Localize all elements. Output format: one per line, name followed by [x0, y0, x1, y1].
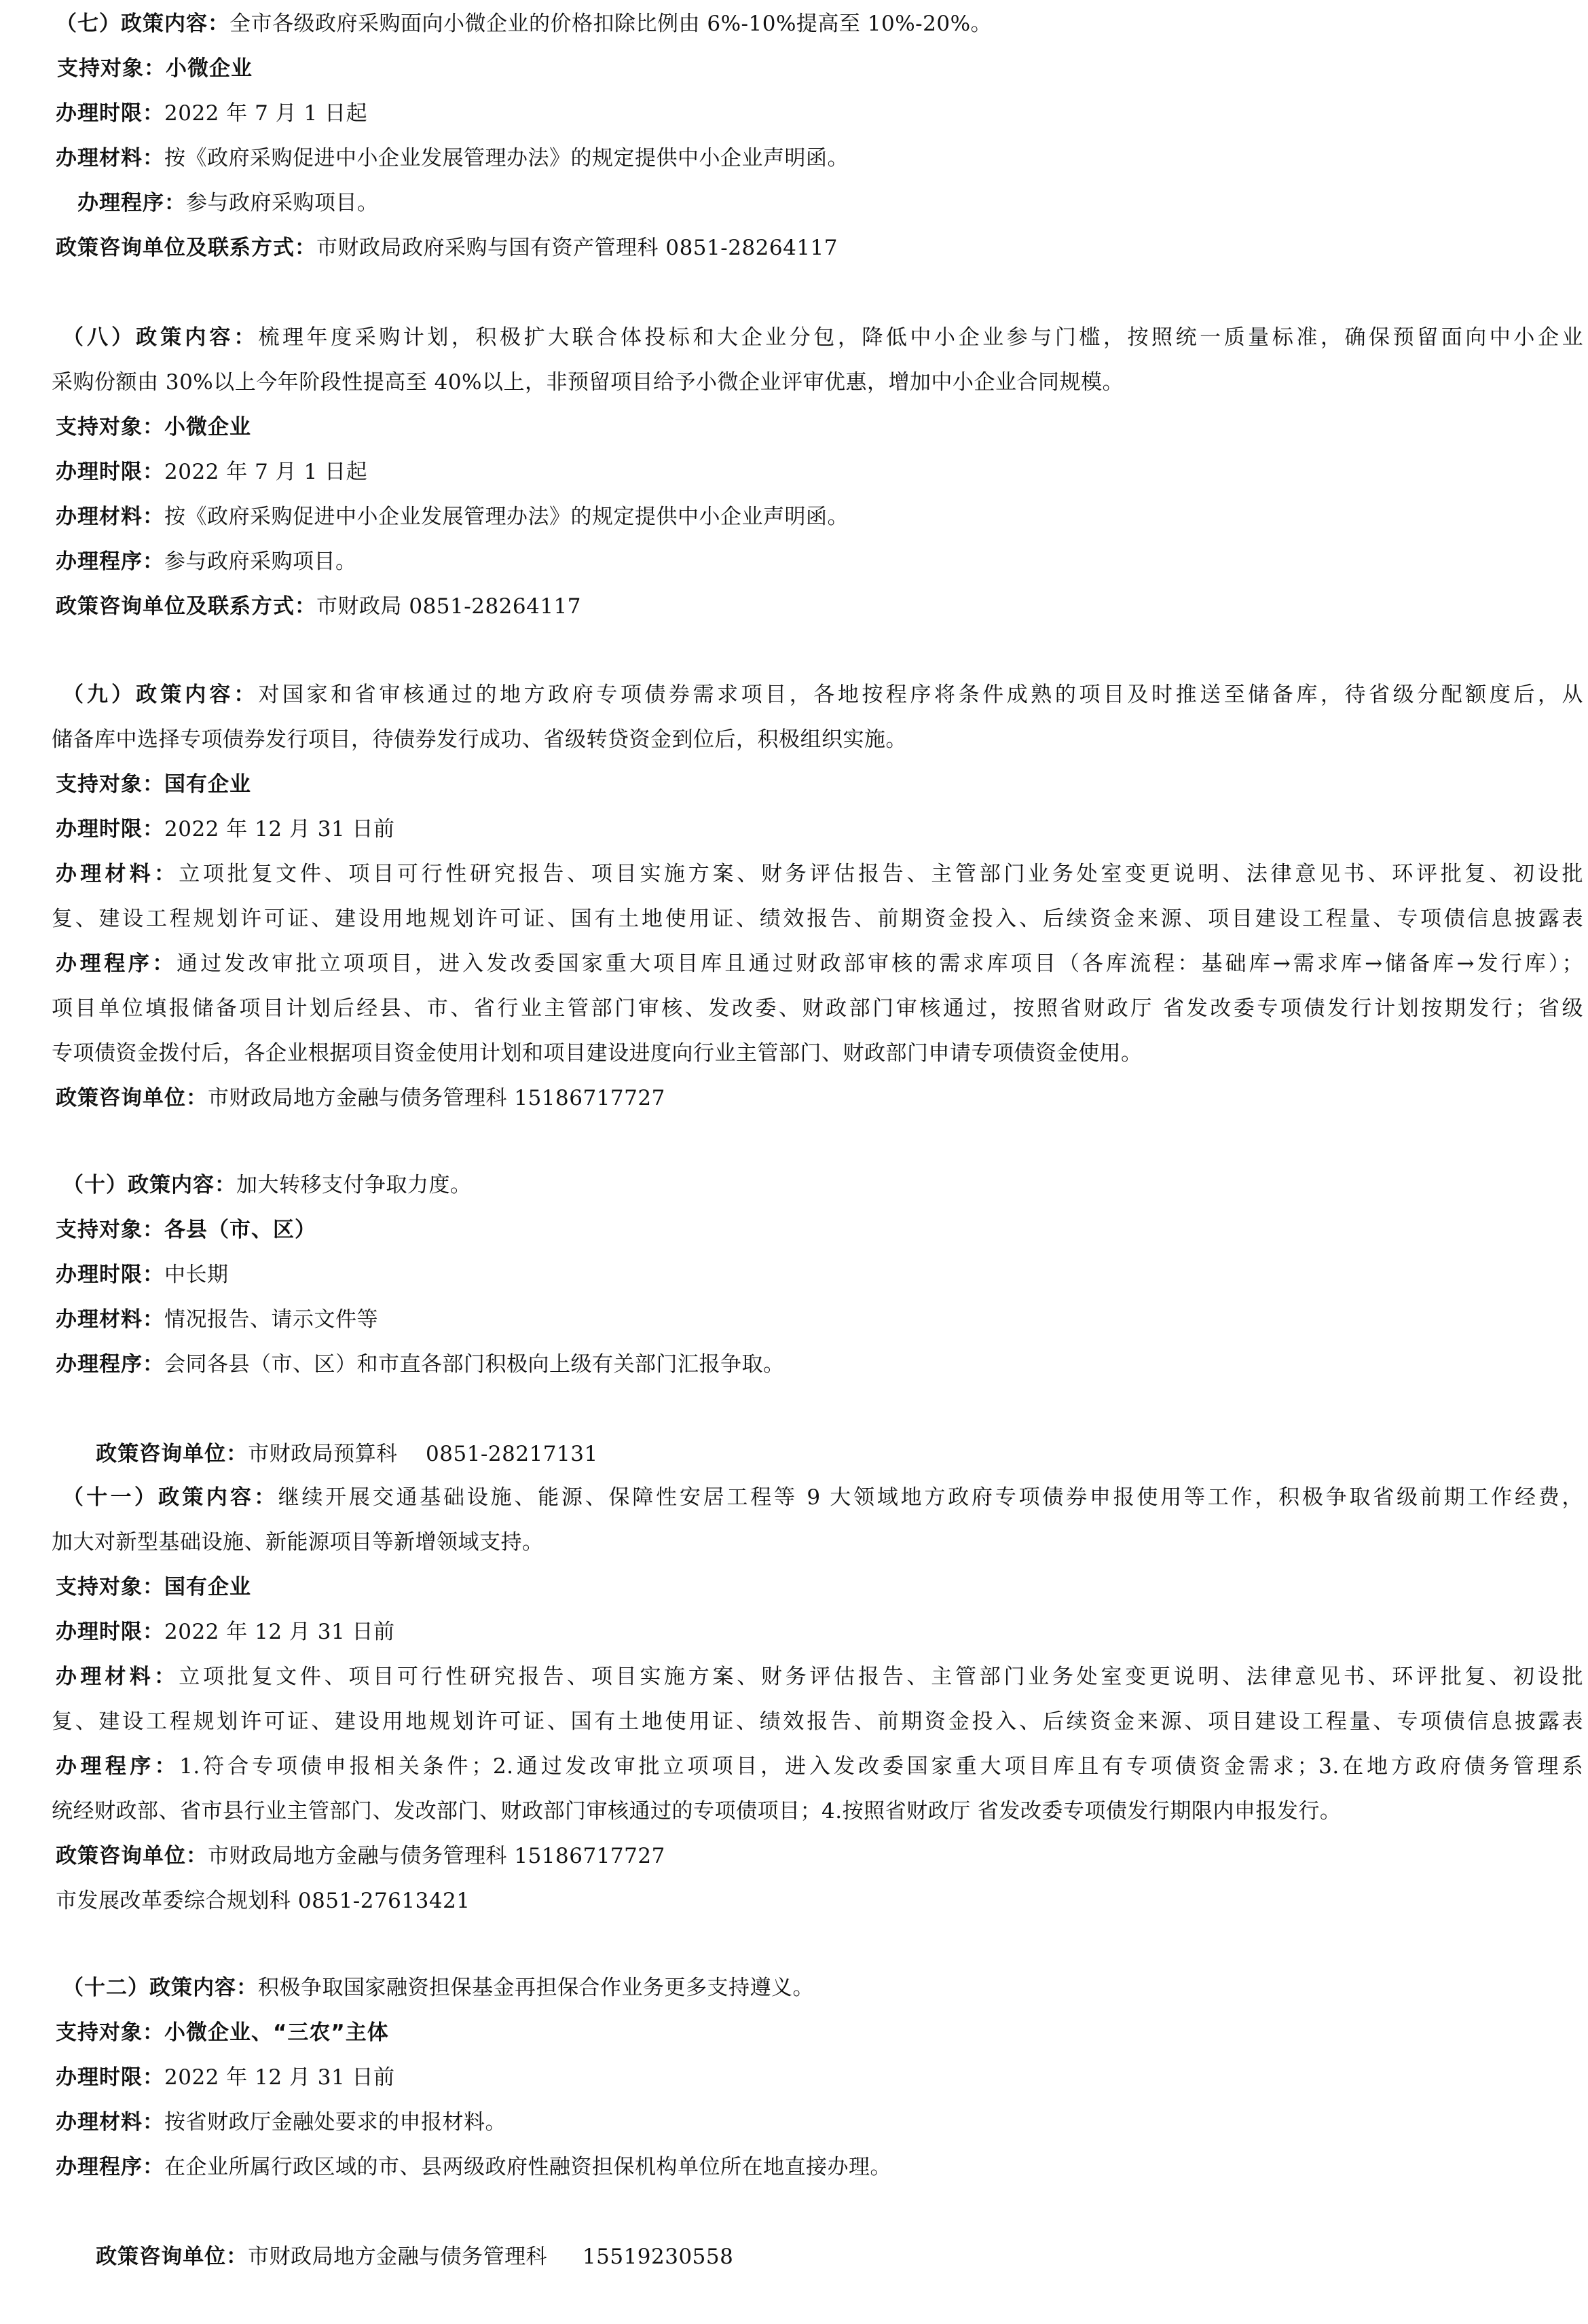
- procedure-line: [56, 1744, 1583, 1789]
- procedure-text: 参与政府采购项目。: [164, 549, 357, 574]
- policy-label: 政策内容：: [121, 12, 229, 36]
- procedure-line: [56, 941, 1583, 986]
- materials-line: [56, 2100, 1583, 2145]
- materials-text: 按《政府采购促进中小企业发展管理办法》的规定提供中小企业声明函。: [164, 146, 849, 170]
- policy-section-10: [56, 1163, 1583, 1466]
- policy-label: 政策内容：: [128, 1173, 236, 1197]
- materials-text: 情况报告、请示文件等: [164, 1307, 378, 1332]
- period-label: 办理时限：: [56, 460, 164, 484]
- policy-text-cont: 储备库中选择专项债券发行项目，待债券发行成功、省级转贷资金到位后，积极组织实施。: [52, 727, 907, 752]
- contact-line: [56, 1834, 1583, 1878]
- period-value: 2022 年 12 月 31 日前: [164, 1620, 395, 1644]
- policy-text: 全市各级政府采购面向小微企业的价格扣除比例由 6%-10%提高至 10%-20%。: [229, 12, 993, 36]
- support-value: 小微企业: [166, 56, 253, 81]
- materials-text-cont: 复、建设工程规划许可证、建设用地规划许可证、国有土地使用证、绩效报告、前期资金投入、后续资金来源、项目建设工程量、专项债信息披露表: [52, 907, 1583, 931]
- materials-line-cont: [52, 1699, 1583, 1744]
- contact-line-cont: [56, 1878, 1583, 1923]
- support-line: [56, 1208, 1583, 1252]
- procedure-label: 办理程序：: [77, 191, 186, 215]
- procedure-line: [56, 1342, 1583, 1387]
- procedure-label: 办理程序：: [56, 2155, 164, 2179]
- policy-section-8: [52, 315, 1584, 629]
- period-value: 2022 年 7 月 1 日起: [164, 101, 368, 126]
- period-line: [56, 450, 1583, 494]
- policy-content-line-cont: [52, 360, 1583, 405]
- contact-label: 政策咨询单位：: [96, 2245, 248, 2269]
- contact-text: 市财政局 0851-28264117: [316, 594, 582, 619]
- policy-text: 加大转移支付争取力度。: [236, 1173, 472, 1197]
- contact-label: 政策咨询单位及联系方式：: [56, 236, 316, 260]
- period-line: [56, 2055, 1583, 2100]
- contact-line: [56, 1076, 1583, 1121]
- materials-line: [56, 136, 1583, 181]
- section-number: （八）: [62, 325, 136, 350]
- materials-label: 办理材料：: [56, 1307, 164, 1332]
- policy-content-line: [62, 1965, 1583, 2010]
- procedure-text: 会同各县（市、区）和市直各部门积极向上级有关部门汇报争取。: [164, 1352, 785, 1377]
- policy-content-line: [56, 1, 1583, 46]
- contact-label: 政策咨询单位：: [56, 1844, 208, 1868]
- support-line: [56, 405, 1583, 450]
- procedure-text: 参与政府采购项目。: [186, 191, 379, 215]
- contact-text: 市财政局地方金融与债务管理科 15186717727: [208, 1086, 665, 1110]
- procedure-label: 办理程序：: [56, 951, 177, 976]
- period-value: 中长期: [164, 1263, 229, 1287]
- support-label: 支持对象：: [56, 1218, 164, 1242]
- procedure-text-cont: 项目单位填报储备项目计划后经县、市、省行业主管部门审核、发改委、财政部门审核通过，按照省财政厅 省发改委专项债发行计划按期发行；省级: [52, 996, 1583, 1021]
- support-label: 支持对象：: [56, 2020, 164, 2045]
- support-value: 小微企业、“三农”主体: [164, 2020, 389, 2045]
- support-line: [56, 46, 1583, 91]
- policy-content-line: [62, 315, 1583, 360]
- policy-label: 政策内容：: [158, 1485, 278, 1510]
- policy-content-line: [62, 1163, 1583, 1208]
- policy-text: 继续开展交通基础设施、能源、保障性安居工程等 9 大领域地方政府专项债券申报使用等工作，积极争取省级前期工作经费，: [278, 1485, 1584, 1510]
- materials-line: [56, 494, 1583, 539]
- materials-text: 立项批复文件、项目可行性研究报告、项目实施方案、财务评估报告、主管部门业务处室变更说明、法律意见书、环评批复、初设批: [179, 1665, 1584, 1689]
- period-label: 办理时限：: [56, 1620, 164, 1644]
- materials-label: 办理材料：: [56, 146, 164, 170]
- support-value: 小微企业: [164, 415, 251, 439]
- policy-label: 政策内容：: [136, 325, 259, 350]
- period-label: 办理时限：: [56, 2065, 164, 2090]
- period-value: 2022 年 12 月 31 日前: [164, 817, 395, 841]
- contact-line: [56, 584, 1583, 629]
- materials-label: 办理材料：: [56, 2110, 164, 2135]
- section-number: （十二）: [62, 1976, 149, 2000]
- policy-text: 梳理年度采购计划，积极扩大联合体投标和大企业分包，降低中小企业参与门槛，按照统一质量标准，确保预留面向中小企业: [258, 325, 1584, 350]
- policy-label: 政策内容：: [136, 683, 259, 707]
- contact-label: 政策咨询单位：: [96, 1442, 248, 1466]
- procedure-line-cont: [52, 1789, 1583, 1834]
- support-line: [56, 2010, 1583, 2055]
- period-value: 2022 年 12 月 31 日前: [164, 2065, 395, 2090]
- materials-label: 办理材料：: [56, 505, 164, 529]
- contact-text: 市财政局地方金融与债务管理科 15186717727: [208, 1844, 665, 1868]
- contact-text-cont: 市发展改革委综合规划科 0851-27613421: [56, 1889, 470, 1913]
- materials-text: 按《政府采购促进中小企业发展管理办法》的规定提供中小企业声明函。: [164, 505, 849, 529]
- procedure-label: 办理程序：: [56, 1352, 164, 1377]
- policy-text: 积极争取国家融资担保基金再担保合作业务更多支持遵义。: [258, 1976, 814, 2000]
- policy-section-7: [56, 1, 1583, 270]
- contact-text: 市财政局地方金融与债务管理科 15519230558: [248, 2245, 734, 2269]
- contact-label: 政策咨询单位及联系方式：: [56, 594, 316, 619]
- procedure-label: 办理程序：: [56, 1754, 180, 1779]
- period-line: [56, 1252, 1583, 1297]
- section-number: （九）: [62, 683, 136, 707]
- period-line: [56, 1610, 1583, 1654]
- contact-line: [56, 1387, 1583, 1466]
- materials-line: [56, 1654, 1583, 1699]
- procedure-label: 办理程序：: [56, 549, 164, 574]
- period-label: 办理时限：: [56, 817, 164, 841]
- materials-text: 按省财政厅金融处要求的申报材料。: [164, 2110, 506, 2135]
- procedure-text-cont: 统经财政部、省市县行业主管部门、发改部门、财政部门审核通过的专项债项目；4.按照省财政厅 省发改委专项债发行期限内申报发行。: [52, 1799, 1342, 1823]
- materials-line-cont: [52, 896, 1583, 941]
- period-label: 办理时限：: [56, 101, 164, 126]
- procedure-line: [56, 181, 1583, 225]
- support-line: [56, 762, 1583, 807]
- period-line: [56, 91, 1583, 136]
- support-line: [56, 1565, 1583, 1610]
- period-value: 2022 年 7 月 1 日起: [164, 460, 368, 484]
- procedure-text-cont: 专项债资金拨付后，各企业根据项目资金使用计划和项目建设进度向行业主管部门、财政部门申请专项债资金使用。: [52, 1041, 1143, 1066]
- policy-section-12: [56, 1965, 1583, 2269]
- period-label: 办理时限：: [56, 1263, 164, 1287]
- policy-content-line-cont: [52, 1520, 1583, 1565]
- contact-text: 市财政局预算科 0851-28217131: [248, 1442, 598, 1466]
- materials-line: [56, 852, 1583, 896]
- section-number: （十一）: [62, 1485, 159, 1510]
- contact-text: 市财政局政府采购与国有资产管理科 0851-28264117: [316, 236, 838, 260]
- support-value: 国有企业: [164, 772, 251, 797]
- procedure-line-cont: [52, 1031, 1583, 1076]
- period-line: [56, 807, 1583, 852]
- procedure-text: 1.符合专项债申报相关条件；2.通过发改审批立项项目，进入发改委国家重大项目库且有专项债资金需求；3.在地方政府债务管理系: [179, 1754, 1584, 1779]
- procedure-line: [56, 2145, 1583, 2190]
- policy-section-11: [52, 1475, 1584, 1923]
- support-label: 支持对象：: [56, 1575, 164, 1599]
- procedure-text: 通过发改审批立项项目，进入发改委国家重大项目库且通过财政部审核的需求库项目（各库流程：基础库→需求库→储备库→发行库）；: [177, 951, 1583, 976]
- support-label: 支持对象：: [56, 415, 164, 439]
- policy-content-line: [62, 1475, 1583, 1520]
- contact-line: [56, 2190, 1583, 2269]
- procedure-line-cont: [52, 986, 1583, 1031]
- section-number: （七）: [56, 12, 121, 36]
- materials-line: [56, 1297, 1583, 1342]
- support-label: 支持对象：: [57, 56, 166, 81]
- policy-section-9: [52, 672, 1584, 1121]
- support-label: 支持对象：: [56, 772, 164, 797]
- policy-content-line-cont: [52, 717, 1583, 762]
- policy-text: 对国家和省审核通过的地方政府专项债券需求项目，各地按程序将条件成熟的项目及时推送至储备库，待省级分配额度后，从: [258, 683, 1584, 707]
- policy-content-line: [62, 672, 1583, 717]
- materials-text-cont: 复、建设工程规划许可证、建设用地规划许可证、国有土地使用证、绩效报告、前期资金投入、后续资金来源、项目建设工程量、专项债信息披露表: [52, 1709, 1583, 1734]
- policy-text-cont: 加大对新型基础设施、新能源项目等新增领域支持。: [52, 1530, 544, 1555]
- contact-line: [56, 225, 1583, 270]
- materials-label: 办理材料：: [56, 1665, 179, 1689]
- procedure-text: 在企业所属行政区域的市、县两级政府性融资担保机构单位所在地直接办理。: [164, 2155, 891, 2179]
- policy-text-cont: 采购份额由 30%以上今年阶段性提高至 40%以上，非预留项目给予小微企业评审优惠，增加中小企业合同规模。: [52, 370, 1124, 395]
- materials-label: 办理材料：: [56, 862, 179, 886]
- support-value: 各县（市、区）: [164, 1218, 316, 1242]
- policy-label: 政策内容：: [149, 1976, 258, 2000]
- section-number: （十）: [62, 1173, 128, 1197]
- support-value: 国有企业: [164, 1575, 251, 1599]
- materials-text: 立项批复文件、项目可行性研究报告、项目实施方案、财务评估报告、主管部门业务处室变更说明、法律意见书、环评批复、初设批: [179, 862, 1584, 886]
- contact-label: 政策咨询单位：: [56, 1086, 208, 1110]
- procedure-line: [56, 539, 1583, 584]
